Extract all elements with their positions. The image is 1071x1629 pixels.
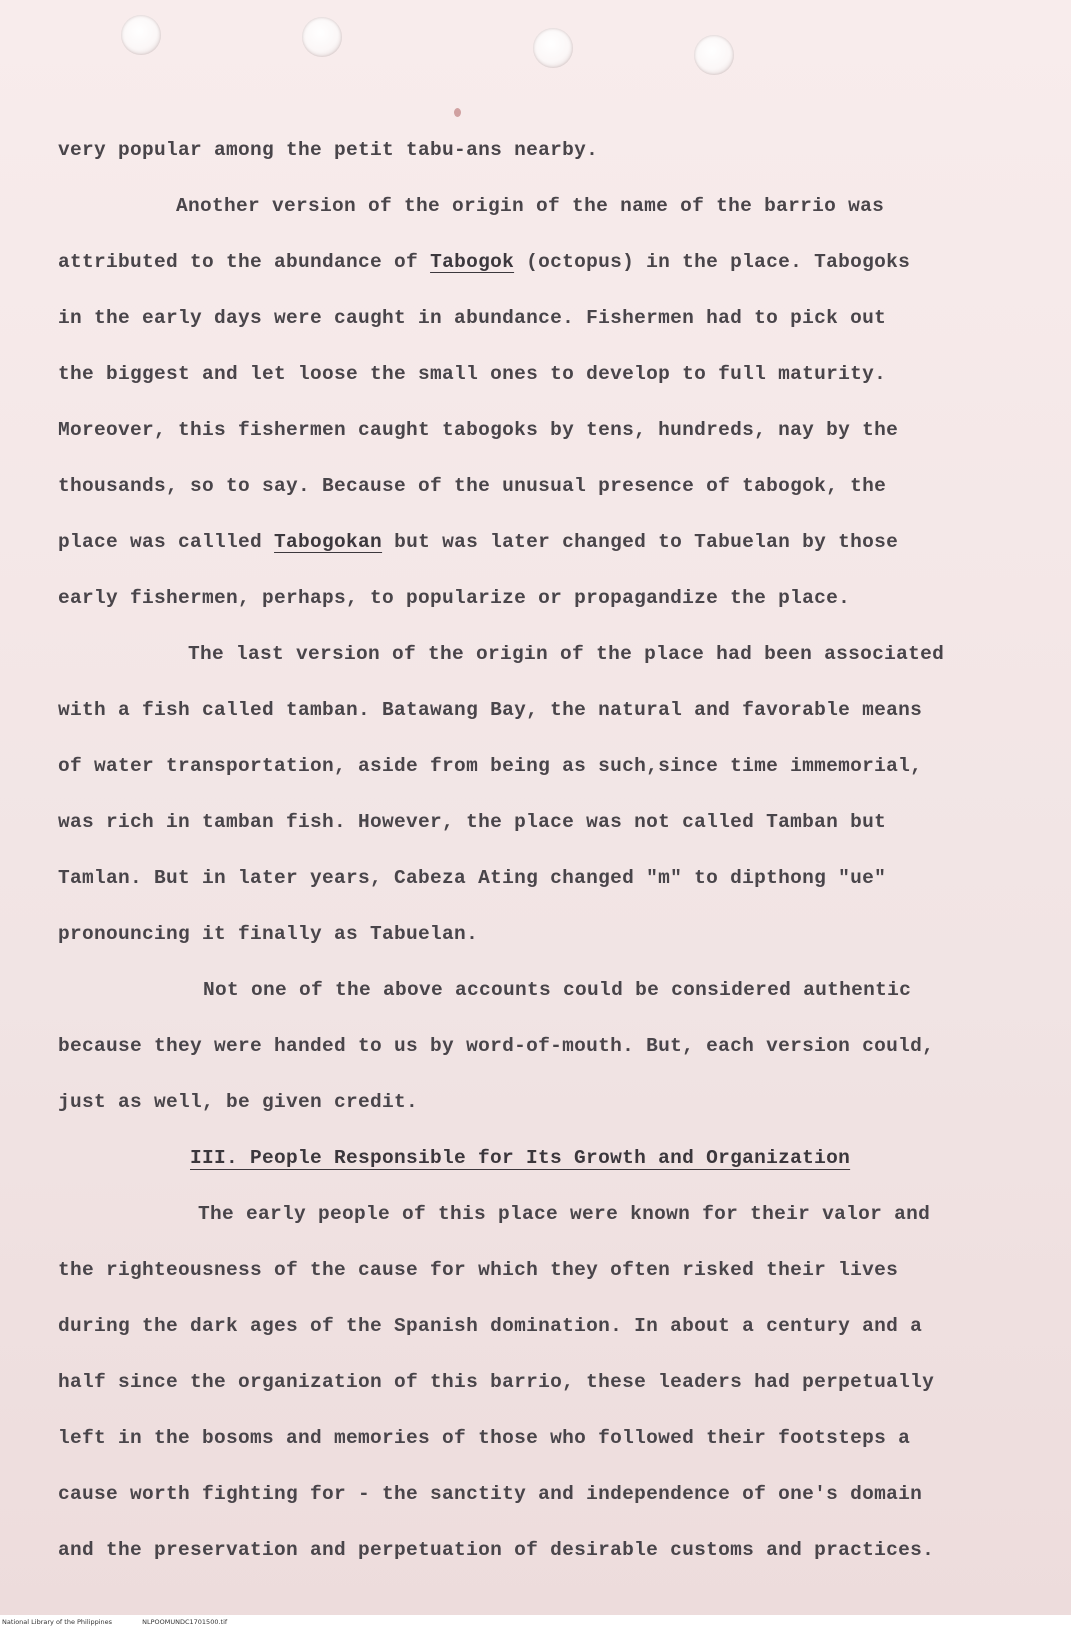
paragraph-start-line: Not one of the above accounts could be considered authentic <box>203 979 912 1001</box>
text-line: left in the bosoms and memories of those who followed their footsteps a <box>58 1427 911 1449</box>
text-line: Moreover, this fishermen caught tabogoks by tens, hundreds, nay by the <box>58 419 899 441</box>
punch-hole <box>121 15 161 55</box>
text-line: pronouncing it finally as Tabuelan. <box>58 923 479 945</box>
underlined-term-tabogokan: Tabogokan <box>274 531 383 553</box>
section-heading: III. People Responsible for Its Growth and Organization <box>190 1147 851 1169</box>
underlined-term-tabogok: Tabogok <box>430 251 515 273</box>
text-line: because they were handed to us by word-of-mouth. But, each version could, <box>58 1035 935 1057</box>
text-line: was rich in tamban fish. However, the place was not called Tamban but <box>58 811 887 833</box>
paragraph-start-line: The last version of the origin of the place had been associated <box>188 643 945 665</box>
text-line: cause worth fighting for - the sanctity and independence of one's domain <box>58 1483 923 1505</box>
text-line: just as well, be given credit. <box>58 1091 419 1113</box>
text-line: and the preservation and perpetuation of desirable customs and practices. <box>58 1539 935 1561</box>
footer-file-label: NLPOOMUNDC1701500.tif <box>142 1618 228 1626</box>
text-line <box>58 514 1008 570</box>
text-line: early fishermen, perhaps, to popularize or propagandize the place. <box>58 587 851 609</box>
paragraph-start-line: Another version of the origin of the name of the barrio was <box>176 195 885 217</box>
text-line: the biggest and let loose the small ones to develop to full maturity. <box>58 363 887 385</box>
text-line: half since the organization of this barrio, these leaders had perpetually <box>58 1371 935 1393</box>
text-fragment: (octopus) in the place. Tabogoks <box>514 251 911 273</box>
ink-speck <box>454 108 461 117</box>
scan-footer <box>0 1615 1071 1629</box>
punch-hole <box>694 35 734 75</box>
typed-text-body <box>58 122 1008 1578</box>
text-line: Tamlan. But in later years, Cabeza Ating changed "m" to dipthong "ue" <box>58 867 887 889</box>
text-fragment: place was callled <box>58 531 275 553</box>
text-line <box>58 234 1008 290</box>
text-line: during the dark ages of the Spanish domination. In about a century and a <box>58 1315 923 1337</box>
text-line: the righteousness of the cause for which they often risked their lives <box>58 1259 899 1281</box>
punch-hole <box>533 28 573 68</box>
text-line: thousands, so to say. Because of the unusual presence of tabogok, the <box>58 475 887 497</box>
text-fragment: but was later changed to Tabuelan by those <box>382 531 899 553</box>
text-fragment: attributed to the abundance of <box>58 251 431 273</box>
text-line: in the early days were caught in abundance. Fishermen had to pick out <box>58 307 887 329</box>
text-line: with a fish called tamban. Batawang Bay, the natural and favorable means <box>58 699 923 721</box>
paragraph-start-line: The early people of this place were known for their valor and <box>198 1203 931 1225</box>
footer-library-label: National Library of the Philippines <box>2 1618 113 1626</box>
punch-hole <box>302 17 342 57</box>
text-line: of water transportation, aside from being as such,since time immemorial, <box>58 755 923 777</box>
text-line: very popular among the petit tabu-ans nearby. <box>58 139 599 161</box>
